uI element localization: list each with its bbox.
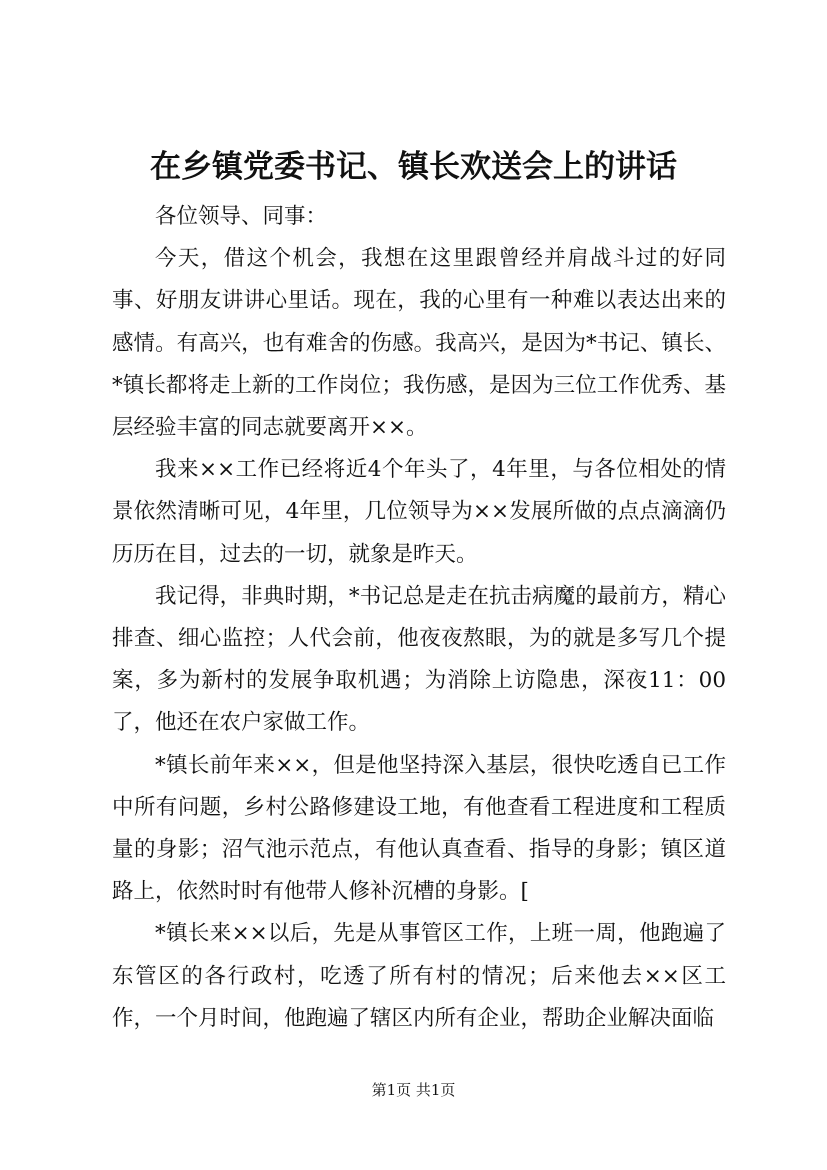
page-number-footer: 第1页 共1页: [371, 1081, 456, 1099]
paragraph: 我记得，非典时期，*书记总是走在抗击病魔的最前方，精心排查、细心监控；人代会前，他夜夜熬眼，为的就是多写几个提案，多为新村的发展争取机遇；为消除上访隐患，深夜11：00了，他还在农户家做工作。: [112, 583, 726, 736]
paragraph: 今天，借这个机会，我想在这里跟曾经并肩战斗过的好同事、好朋友讲讲心里话。现在，我的心里有一种难以表达出来的感情。有高兴，也有难舍的伤感。我高兴，是因为*书记、镇长、*镇长都将走上新的工作岗位；我伤感，是因为三位工作优秀、基层经验丰富的同志就要离开××。: [112, 246, 726, 441]
paragraph-salutation: 各位领导、同事：: [155, 204, 328, 229]
document-body: [112, 196, 726, 1040]
paragraph: *镇长来××以后，先是从事管区工作，上班一周，他跑遍了东管区的各行政村，吃透了所有村的情况；后来他去××区工作，一个月时间，他跑遍了辖区内所有企业，帮助企业解决面临: [112, 921, 726, 1031]
paragraph: 我来××工作已经将近4个年头了，4年里，与各位相处的情景依然清晰可见，4年里，几位领导为××发展所做的点点滴滴仍历历在目，过去的一切，就象是昨天。: [112, 457, 726, 567]
paragraph: *镇长前年来××，但是他坚持深入基层，很快吃透自已工作中所有问题，乡村公路修建设工地，有他查看工程进度和工程质量的身影；沼气池示范点，有他认真查看、指导的身影；镇区道路上，依然时时有他带人修补沉槽的身影。[: [112, 752, 726, 905]
page-title: 在乡镇党委书记、镇长欢送会上的讲话: [150, 149, 677, 185]
